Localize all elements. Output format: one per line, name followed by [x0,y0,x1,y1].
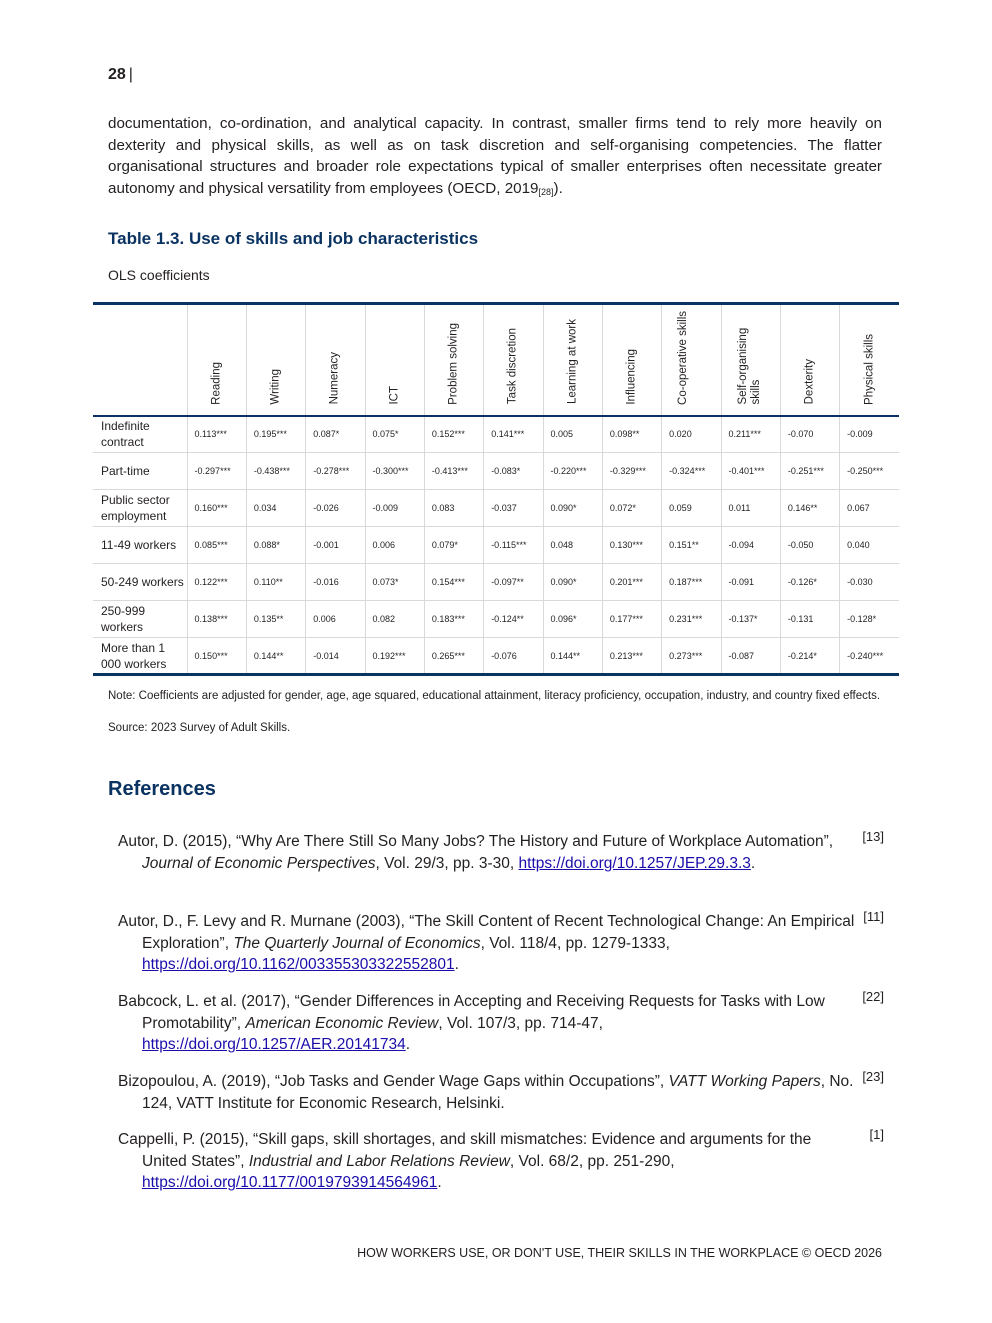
table-row [93,638,899,675]
table-cell: 0.083 [424,490,483,527]
table-cell: -0.076 [484,638,543,675]
column-header: Learning at work [543,304,602,416]
table-cell: -0.128* [840,601,899,638]
table-cell: 0.122*** [187,564,246,601]
column-header: Reading [187,304,246,416]
table-cell: -0.030 [840,564,899,601]
references-heading: References [108,778,216,800]
table-cell: -0.240*** [840,638,899,675]
table-cell: -0.131 [780,601,839,638]
table-cell: 0.192*** [365,638,424,675]
page-footer: HOW WORKERS USE, OR DON'T USE, THEIR SKILLS IN THE WORKPLACE © OECD 2026 [357,1246,882,1260]
table-row [93,564,899,601]
row-label: 50-249 workers [93,564,187,601]
table-cell: 0.130*** [602,527,661,564]
table-cell: -0.014 [306,638,365,675]
journal-title: Journal of Economic Perspectives [142,854,376,872]
column-header: Physical skills [840,304,899,416]
reference-entry: Autor, D., F. Levy and R. Murnane (2003), “The Skill Content of Recent Technological Change: An Empirical Exploration”, The Quarterly Journal of Economics, Vol. 118/4, pp. 1279-1333, https://doi.org/10.1162/003355303322552801. [118,913,855,974]
reference-entry: Bizopoulou, A. (2019), “Job Tasks and Gender Wage Gaps within Occupations”, VATT Working Papers, No. 124, VATT Institute for Economic Research, Helsinki. [118,1073,854,1112]
journal-title: VATT Working Papers [668,1073,821,1090]
header-corner [93,304,187,416]
column-header: Dexterity [780,304,839,416]
column-header: Co-operative skills [662,304,721,416]
row-label: More than 1 000 workers [93,638,187,675]
table-cell: -0.115*** [484,527,543,564]
table-cell: 0.034 [246,490,305,527]
table-cell: 0.195*** [246,416,305,453]
table-cell: -0.297*** [187,453,246,490]
table-cell: -0.220*** [543,453,602,490]
table-cell: 0.040 [840,527,899,564]
table-cell: -0.214* [780,638,839,675]
table-cell: -0.009 [365,490,424,527]
doi-link[interactable]: https://doi.org/10.1257/JEP.29.3.3 [518,854,751,872]
reference-number: [23] [862,1069,884,1084]
table-cell: 0.213*** [602,638,661,675]
table-title: Table 1.3. Use of skills and job characteristics [108,229,479,248]
table-cell: 0.090* [543,490,602,527]
column-header: Influencing [602,304,661,416]
column-header: Numeracy [306,304,365,416]
table-cell: -0.124** [484,601,543,638]
row-label: 11-49 workers [93,527,187,564]
table-cell: 0.090* [543,564,602,601]
table-cell: 0.144** [246,638,305,675]
table-cell: 0.231*** [662,601,721,638]
table-cell: -0.050 [780,527,839,564]
table-cell: -0.324*** [662,453,721,490]
row-label: 250-999 workers [93,601,187,638]
table-cell: 0.273*** [662,638,721,675]
table-cell: -0.037 [484,490,543,527]
table-cell: -0.438*** [246,453,305,490]
reference-number: [13] [862,829,884,844]
intro-paragraph: documentation, co-ordination, and analytical capacity. In contrast, smaller firms tend to rely more heavily on dexterity and physical skills, as well as on task discretion and self-organising competencies. The flatter organisational structures and broader role expectations typical of smaller enterprises often necessitate greater autonomy and physical versatility from employees (OECD, $2019_{[28]}$). [108,115,882,197]
table-cell: 0.150*** [187,638,246,675]
table-cell: 0.079* [424,527,483,564]
table-cell: 0.088* [246,527,305,564]
table-cell: 0.073* [365,564,424,601]
row-label: Indefinite contract [93,416,187,453]
table-cell: -0.070 [780,416,839,453]
doi-link[interactable]: https://doi.org/10.1257/AER.20141734 [142,1036,406,1054]
column-header: ICT [365,304,424,416]
table-cell: 0.006 [306,601,365,638]
table-cell: 0.135** [246,601,305,638]
table-cell: 0.096* [543,601,602,638]
reference-number: [1] [869,1127,884,1142]
table-cell: 0.177*** [602,601,661,638]
table-cell: -0.009 [840,416,899,453]
table-cell: 0.201*** [602,564,661,601]
table-row [93,490,899,527]
table-cell: 0.072* [602,490,661,527]
column-header: Task discretion [484,304,543,416]
table-cell: 0.075* [365,416,424,453]
row-label: Part-time [93,453,187,490]
journal-title: American Economic Review [245,1014,439,1032]
table-cell: 0.138*** [187,601,246,638]
table-cell: -0.126* [780,564,839,601]
table-cell: 0.087* [306,416,365,453]
column-header: Problem solving [424,304,483,416]
page-number-separator: | [128,66,133,83]
table-cell: -0.016 [306,564,365,601]
table-note: Note: Coefficients are adjusted for gender, age, age squared, educational attainment, literacy proficiency, occupation, industry, and country fixed effects. [108,690,881,702]
table-row [93,453,899,490]
reference-entry: Babcock, L. et al. (2017), “Gender Differences in Accepting and Receiving Requests for Tasks with Low Promotability”, American Economic Review, Vol. 107/3, pp. 714-47, https://doi.org/10.1257/AER.20141734. [118,993,825,1054]
table-subtitle: OLS coefficients [108,267,210,283]
reference-entry: Autor, D. (2015), “Why Are There Still So Many Jobs? The History and Future of Workplace Automation”, Journal of Economic Perspectives, Vol. 29/3, pp. 3-30, https://doi.org/10.1257/JEP.29.3.3. [118,833,834,872]
reference-entry: Cappelli, P. (2015), “Skill gaps, skill shortages, and skill mismatches: Evidence and arguments for the United States”, Industrial and Labor Relations Review, Vol. 68/2, pp. 251-290, https://doi.org/10.1177/0019793914564961. [118,1131,812,1192]
table-cell: -0.329*** [602,453,661,490]
table-row [93,527,899,564]
page-number: 28 | [108,66,133,83]
journal-title: The Quarterly Journal of Economics [233,934,481,952]
table-cell: 0.067 [840,490,899,527]
table-cell: 0.113*** [187,416,246,453]
table-cell: 0.265*** [424,638,483,675]
doi-link[interactable]: https://doi.org/10.1177/0019793914564961 [142,1174,438,1192]
table-cell: -0.087 [721,638,780,675]
table-row [93,416,899,453]
reference-number: [22] [862,989,884,1004]
table-cell: -0.091 [721,564,780,601]
table-cell: -0.083* [484,453,543,490]
table-cell: 0.048 [543,527,602,564]
table-cell: -0.251*** [780,453,839,490]
table-header-row [93,304,899,416]
citation-ref[interactable]: [28] [538,186,554,197]
table-cell: -0.026 [306,490,365,527]
table-cell: 0.151** [662,527,721,564]
table-cell: -0.097** [484,564,543,601]
table-cell: -0.094 [721,527,780,564]
table-cell: 0.211*** [721,416,780,453]
table-cell: 0.160*** [187,490,246,527]
table-cell: 0.146** [780,490,839,527]
table-cell: 0.141*** [484,416,543,453]
table-cell: 0.011 [721,490,780,527]
column-header: Self-organising skills [721,304,780,416]
table-cell: 0.152*** [424,416,483,453]
table-cell: 0.144** [543,638,602,675]
column-header: Writing [246,304,305,416]
table-cell: 0.183*** [424,601,483,638]
table-source: Source: 2023 Survey of Adult Skills. [108,722,291,734]
table-cell: -0.300*** [365,453,424,490]
table-cell: -0.413*** [424,453,483,490]
doi-link[interactable]: https://doi.org/10.1162/003355303322552801 [142,956,455,974]
table-cell: 0.082 [365,601,424,638]
table-cell: -0.401*** [721,453,780,490]
table-cell: -0.137* [721,601,780,638]
table-cell: 0.059 [662,490,721,527]
table-cell: 0.187*** [662,564,721,601]
table-cell: -0.250*** [840,453,899,490]
table-row [93,601,899,638]
journal-title: Industrial and Labor Relations Review [248,1152,510,1170]
table-cell: 0.085*** [187,527,246,564]
table-cell: 0.006 [365,527,424,564]
table-cell: 0.020 [662,416,721,453]
table-cell: 0.005 [543,416,602,453]
table-cell: -0.278*** [306,453,365,490]
table-cell: 0.154*** [424,564,483,601]
reference-number: [11] [863,909,884,924]
coefficients-table [93,302,899,676]
row-label: Public sector employment [93,490,187,527]
table-cell: 0.110** [246,564,305,601]
table-cell: -0.001 [306,527,365,564]
table-cell: 0.098** [602,416,661,453]
